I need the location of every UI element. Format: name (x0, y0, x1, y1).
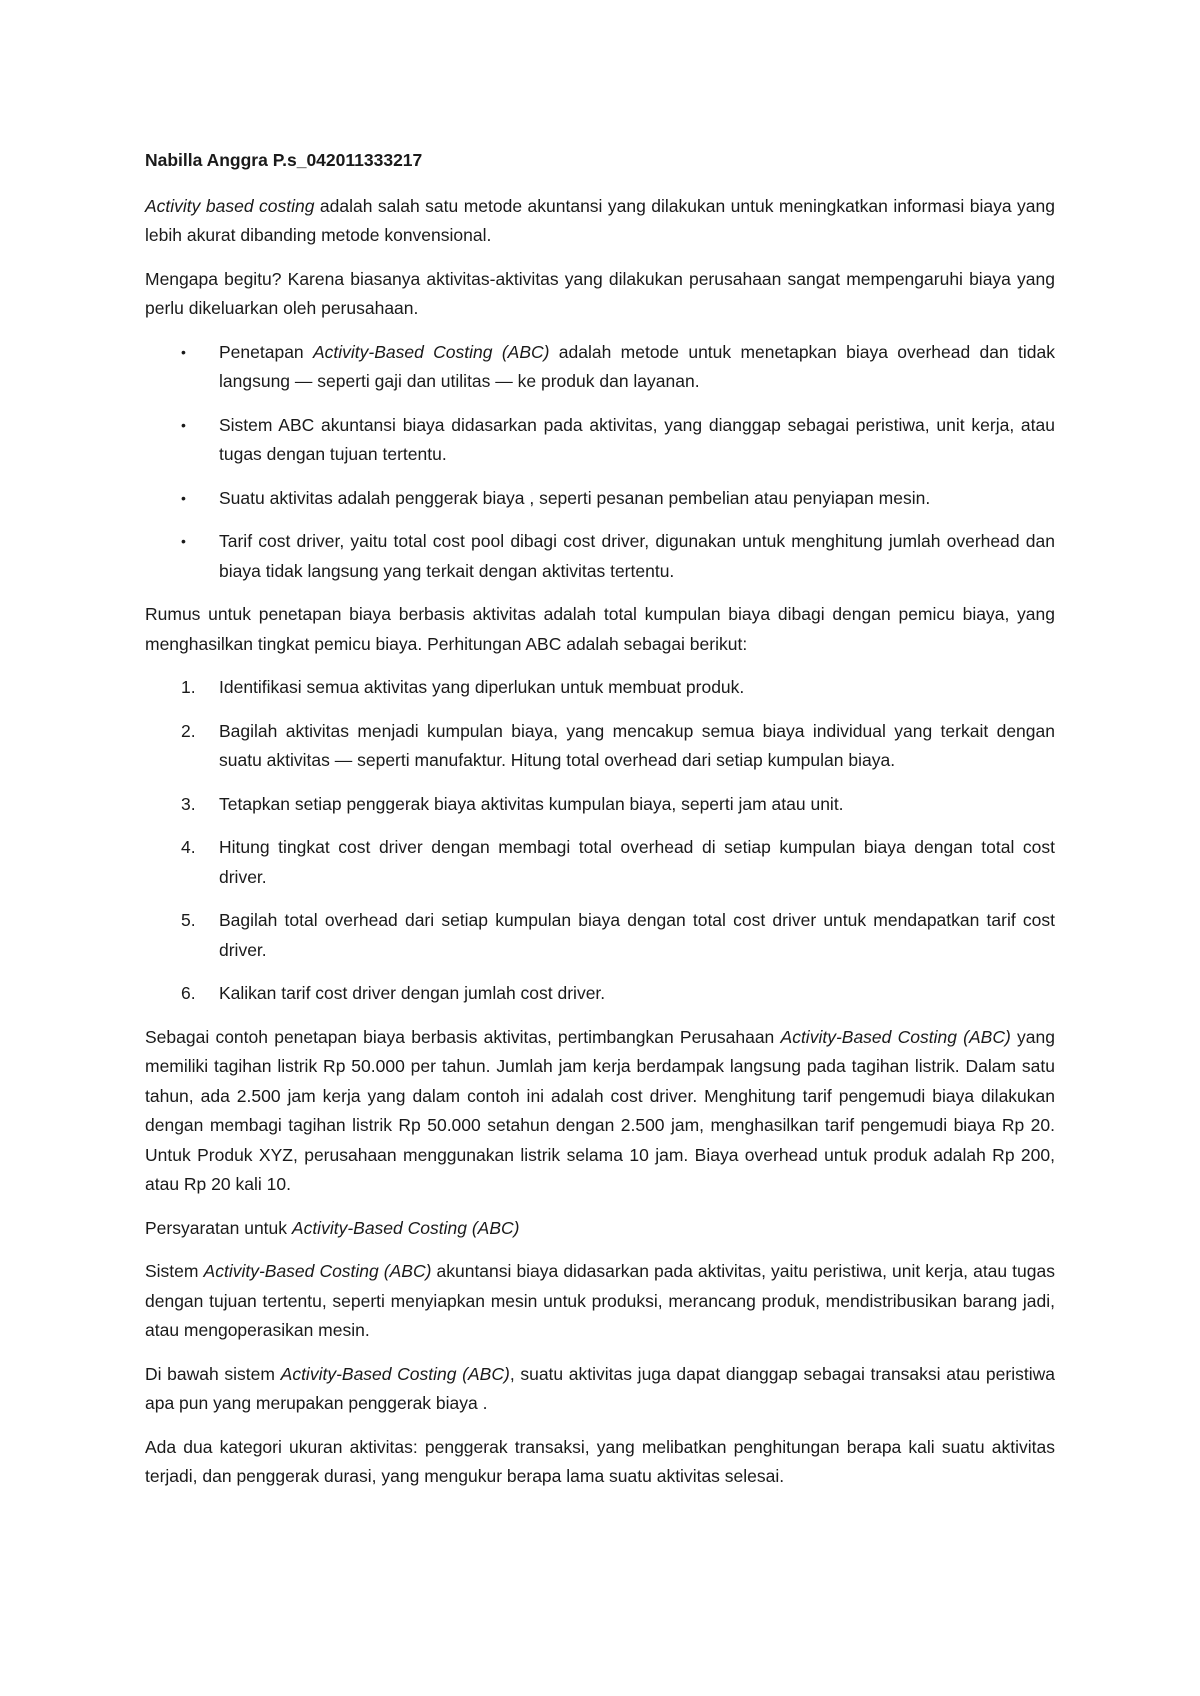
step-item (145, 717, 1055, 776)
bullet-icon: • (181, 416, 186, 433)
intro-term: Activity based costing (145, 195, 315, 216)
system-text: Sistem (145, 1261, 204, 1281)
under-term: Activity-Based Costing (ABC) (280, 1363, 510, 1384)
step-number: 6. (181, 983, 196, 1003)
system-term: Activity-Based Costing (ABC) (203, 1261, 432, 1281)
bullet-item (145, 527, 1055, 586)
step-text: Hitung tingkat cost driver dengan membagi total overhead di setiap kumpulan biaya dengan total cost driver. (219, 837, 1055, 887)
bullet-item (145, 338, 1055, 397)
example-paragraph (145, 1023, 1055, 1200)
step-text: Bagilah aktivitas menjadi kumpulan biaya, yang mencakup semua biaya individual yang terkait dengan suatu aktivitas — seperti manufaktur. Hitung total overhead dari setiap kumpulan biaya. (219, 720, 1055, 770)
step-text: Tetapkan setiap penggerak biaya aktivitas kumpulan biaya, seperti jam atau unit. (219, 793, 844, 814)
requirements-text: Persyaratan untuk (145, 1217, 292, 1238)
requirements-term: Activity-Based Costing (ABC) (291, 1217, 520, 1238)
why-paragraph: Mengapa begitu? Karena biasanya aktivitas-aktivitas yang dilakukan perusahaan sangat mempengaruhi biaya yang perlu dikeluarkan oleh perusahaan. (145, 268, 1055, 318)
bullet-item (145, 411, 1055, 470)
bullet-icon: • (181, 489, 186, 506)
under-text: , suatu aktivitas juga dapat dianggap sebagai transaksi atau peristiwa apa pun yang merupakan penggerak biaya . (145, 1363, 1055, 1413)
bullet-icon: • (181, 533, 186, 549)
author-heading: Nabilla Anggra P.s_042011333217 (145, 150, 423, 170)
step-number: 3. (181, 793, 196, 814)
bullet-icon: • (181, 343, 186, 360)
bullet-text: Tarif cost driver, yaitu total cost pool dibagi cost driver, digunakan untuk menghitung jumlah overhead dan biaya tidak langsung yang terkait dengan aktivitas tertentu. (219, 531, 1055, 581)
step-item (145, 833, 1055, 892)
bullet-text: Suatu aktivitas adalah penggerak biaya , seperti pesanan pembelian atau penyiapan mesin. (219, 487, 931, 508)
step-number: 4. (181, 837, 196, 857)
step-text: Kalikan tarif cost driver dengan jumlah cost driver. (219, 983, 606, 1003)
system-text: akuntansi biaya didasarkan pada aktivitas, yaitu peristiwa, unit kerja, atau tugas dengan tujuan tertentu, seperti menyiapkan mesin untuk produksi, merancang produk, mendistribusikan barang jadi, atau mengoperasikan mesin. (145, 1261, 1055, 1340)
step-text: Bagilah total overhead dari setiap kumpulan biaya dengan total cost driver untuk mendapatkan tarif cost driver. (219, 910, 1055, 960)
steps-list (145, 673, 1055, 1009)
intro-text: adalah salah satu metode akuntansi yang dilakukan untuk meningkatkan informasi biaya yang lebih akurat dibanding metode konvensional. (145, 195, 1055, 245)
bullet-text: Sistem ABC akuntansi biaya didasarkan pada aktivitas, yang dianggap sebagai peristiwa, unit kerja, atau tugas dengan tujuan tertentu. (219, 414, 1055, 464)
intro-paragraph (145, 192, 1055, 251)
bullet-text: Penetapan (219, 341, 313, 362)
bullet-term: Activity-Based Costing (ABC) (312, 341, 550, 362)
step-number: 5. (181, 910, 196, 930)
example-text: Sebagai contoh penetapan biaya berbasis aktivitas, pertimbangkan Perusahaan (145, 1026, 781, 1047)
step-item (145, 673, 1055, 703)
example-text: yang memiliki tagihan listrik Rp 50.000 per tahun. Jumlah jam kerja berdampak langsung pada tagihan listrik. Dalam satu tahun, ada 2.500 jam kerja yang dalam contoh ini adalah cost driver. Menghitung tarif pengemudi biaya dilakukan dengan membagi tagihan listrik Rp 50.000 setahun dengan 2.500 jam, menghasilkan tarif pengemudi biaya Rp 20. Untuk Produk XYZ, perusahaan menggunakan listrik selama 10 jam. Biaya overhead untuk produk adalah Rp 200, atau Rp 20 kali 10. (145, 1026, 1056, 1194)
example-term: Activity-Based Costing (ABC) (780, 1026, 1011, 1047)
under-paragraph (145, 1360, 1055, 1419)
step-item (145, 790, 1055, 820)
step-item (145, 979, 1055, 1009)
requirements-heading (145, 1214, 1055, 1244)
bullet-text: adalah metode untuk menetapkan biaya overhead dan tidak langsung — seperti gaji dan utilitas — ke produk dan layanan. (219, 341, 1056, 391)
document-page (145, 146, 1055, 1506)
formula-paragraph: Rumus untuk penetapan biaya berbasis aktivitas adalah total kumpulan biaya dibagi dengan pemicu biaya, yang menghasilkan tingkat pemicu biaya. Perhitungan ABC adalah sebagai berikut: (145, 604, 1055, 654)
step-item (145, 906, 1055, 965)
step-number: 1. (181, 677, 196, 697)
bullet-item (145, 484, 1055, 514)
categories-paragraph: Ada dua kategori ukuran aktivitas: penggerak transaksi, yang melibatkan penghitungan berapa kali suatu aktivitas terjadi, dan penggerak durasi, yang mengukur berapa lama suatu aktivitas selesai. (145, 1436, 1055, 1486)
step-number: 2. (181, 720, 196, 741)
step-text: Identifikasi semua aktivitas yang diperlukan untuk membuat produk. (219, 677, 745, 697)
system-paragraph (145, 1257, 1055, 1346)
under-text: Di bawah sistem (145, 1363, 281, 1384)
bullet-list (145, 338, 1055, 587)
